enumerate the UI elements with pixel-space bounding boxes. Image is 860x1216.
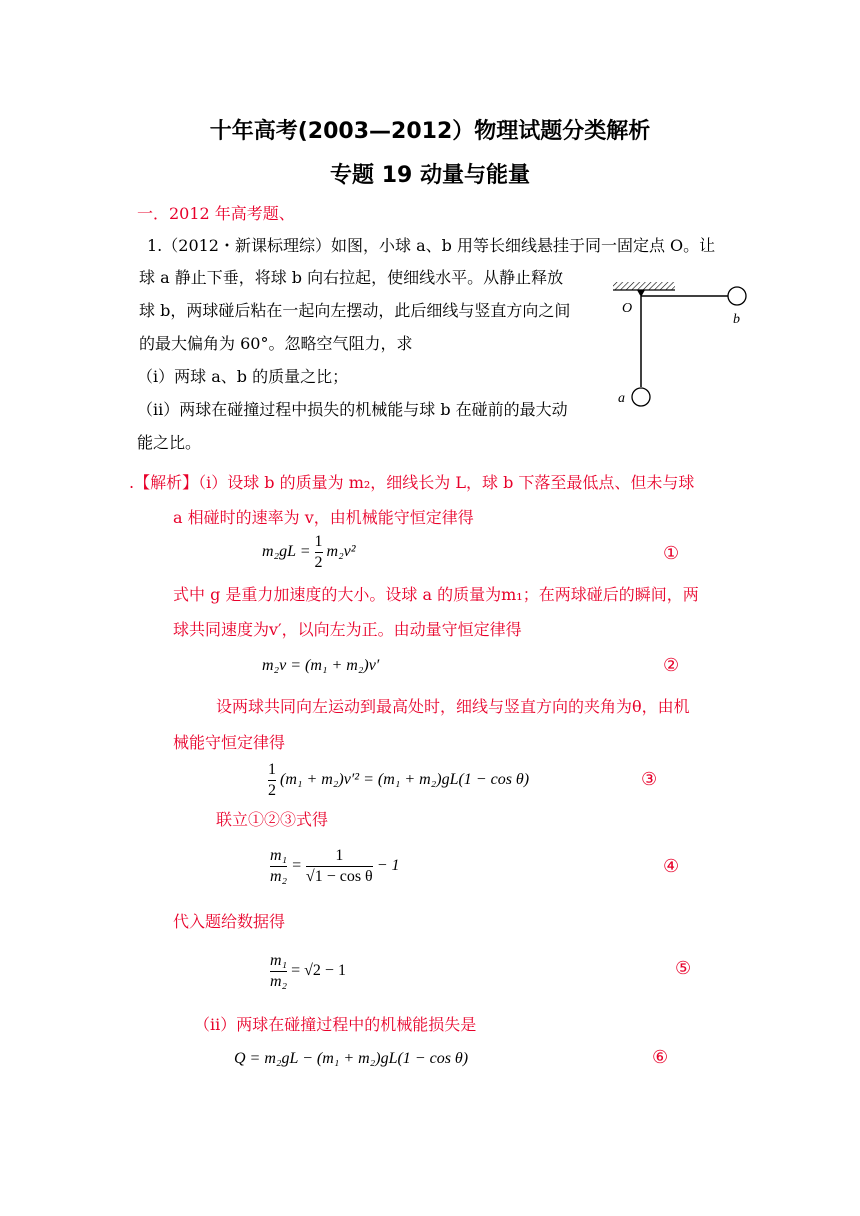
problem-line-1: 1.（2012・新课标理综）如图，小球 a、b 用等长细线悬挂于同一固定点 O。让: [147, 236, 716, 255]
label-o: O: [622, 301, 633, 316]
solution-text-3a: 设两球共同向左运动到最高处时，细线与竖直方向的夹角为θ，由机: [216, 697, 690, 716]
problem-line-7: 能之比。: [137, 433, 202, 452]
ball-b: [728, 287, 746, 305]
solution-text-2a: 式中 g 是重力加速度的大小。设球 a 的质量为m₁；在两球碰后的瞬间，两: [173, 585, 699, 604]
equation-6: Q = m₂gL − (m₁ + m₂)gL(1 − cos θ): [234, 1050, 469, 1067]
equation-3: $\frac{1}{2}$ (m₁ + m₂)v′² = (m₁ + m₂)gL(1 − cos θ): [268, 761, 530, 799]
document-title: 十年高考(2003—2012）物理试题分类解析: [209, 119, 651, 144]
label-b: b: [733, 312, 740, 327]
equation-2-mark: ②: [663, 655, 680, 676]
solution-intro-2: a 相碰时的速率为 v，由机械能守恒定律得: [173, 508, 474, 527]
problem-line-3: 球 b，两球碰后粘在一起向左摆动，此后细线与竖直方向之间: [139, 301, 571, 320]
equation-5-mark: ⑤: [675, 958, 692, 979]
section-heading: 一．2012 年高考题、: [137, 204, 295, 223]
equation-1-mark: ①: [663, 543, 680, 564]
ceiling-support: [613, 282, 675, 290]
equation-6-mark: ⑥: [652, 1047, 669, 1068]
equation-4-mark: ④: [663, 856, 680, 877]
equation-4: $\frac{\text{m₁}}{\text{m₂}}$ = $\frac{1}{\text{√1 − cos θ}}$ − 1: [270, 847, 400, 885]
solution-text-6: （ii）两球在碰撞过程中的机械能损失是: [194, 1015, 477, 1034]
equation-1: m₂gL = $\frac{1}{2}$ m₂v²: [262, 533, 356, 571]
document-subtitle: 专题 19 动量与能量: [330, 163, 530, 188]
problem-line-5: （i）两球 a、b 的质量之比；: [137, 367, 349, 386]
problem-line-2: 球 a 静止下垂，将球 b 向右拉起，使细线水平。从静止释放: [139, 268, 564, 287]
solution-text-5: 代入题给数据得: [173, 912, 286, 931]
solution-text-4: 联立①②③式得: [216, 810, 329, 829]
equation-5: $\frac{\text{m₁}}{\text{m₂}}$ = √2 − 1: [270, 952, 346, 990]
equation-2: m₂v = (m₁ + m₂)v′: [262, 657, 380, 674]
solution-text-2b: 球共同速度为v′，以向左为正。由动量守恒定律得: [173, 620, 522, 639]
problem-line-4: 的最大偏角为 60°。忽略空气阻力，求: [139, 334, 413, 353]
solution-intro-1: .【解析】（i）设球 b 的质量为 m₂，细线长为 L，球 b 下落至最低点、但未与球: [129, 473, 695, 492]
problem-line-6: （ii）两球在碰撞过程中损失的机械能与球 b 在碰前的最大动: [137, 400, 568, 419]
label-a: a: [618, 391, 625, 406]
solution-text-3b: 械能守恒定律得: [173, 733, 286, 752]
ball-a: [632, 388, 650, 406]
pendulum-figure: [600, 276, 760, 411]
equation-3-mark: ③: [641, 769, 658, 790]
